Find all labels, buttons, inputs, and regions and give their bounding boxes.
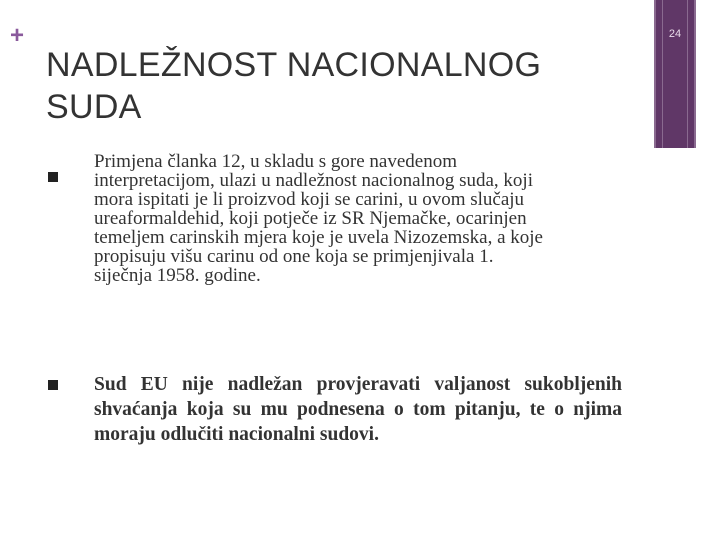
bullet-text-line: temeljem carinskih mjera koje je uvela Nizozemska, a koje [94, 227, 543, 248]
bullet-text-line: propisuju višu carinu od one koja se primjenjivala 1. [94, 246, 494, 267]
square-bullet-icon [48, 172, 58, 182]
side-accent-bar [654, 0, 696, 148]
accent-bar-line [662, 0, 663, 148]
bullet-text: Sud EU nije nadležan provjeravati valjanost sukobljenih shvaćanja koja su mu podnesena o tom pitanju, te o njima moraju odlučiti nacionalni sudovi. [94, 374, 622, 445]
page-number: 24 [668, 28, 682, 40]
bullet-text-line: interpretacijom, ulazi u nadležnost nacionalnog suda, koji [94, 170, 533, 191]
bullet-text-line: ureaformaldehid, koji potječe iz SR Njemačke, ocarinjen [94, 208, 527, 229]
bullet-text-line: mora ispitati je li proizvod koji se carini, u ovom slučaju [94, 189, 525, 210]
bullet-text-line: siječnja 1958. godine. [94, 265, 261, 286]
slide-title-line: NADLEŽNOST NACIONALNOG [46, 46, 542, 84]
accent-bar-line [687, 0, 688, 148]
square-bullet-icon [48, 380, 58, 390]
bullet-text [94, 152, 624, 285]
slide-title [46, 44, 606, 128]
bullet-text-line: Primjena članka 12, u skladu s gore navedenom [94, 151, 458, 172]
plus-icon: + [10, 22, 25, 49]
slide-title-line: SUDA [46, 88, 142, 126]
